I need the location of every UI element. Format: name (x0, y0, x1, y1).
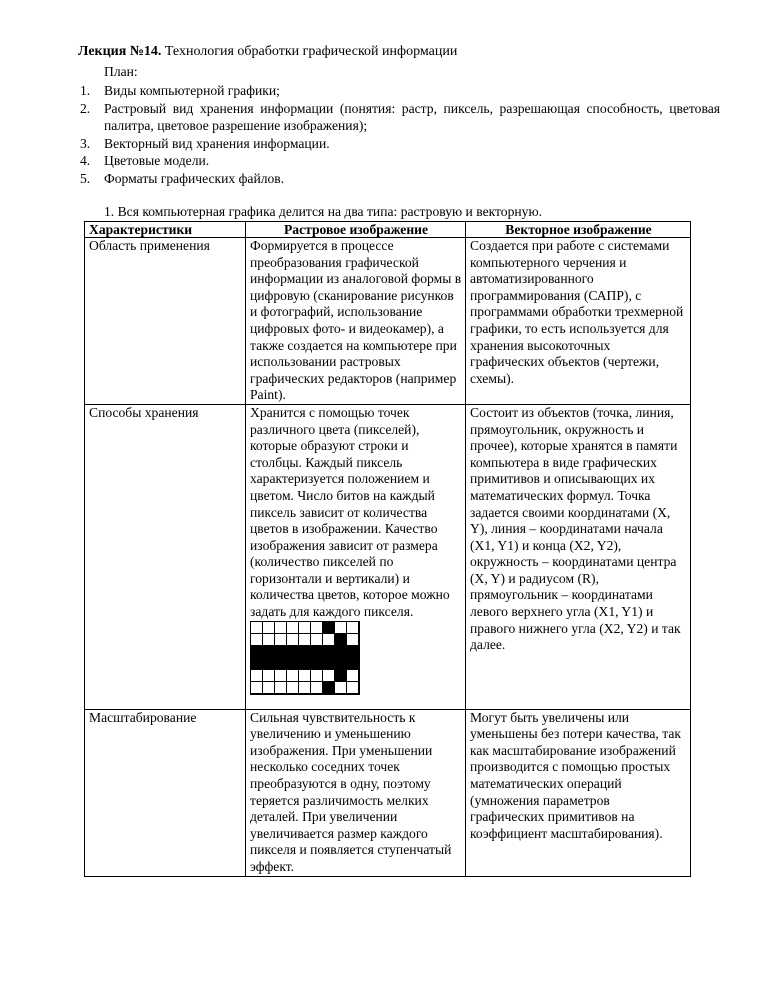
pixel-cell (311, 670, 323, 682)
plan-item (80, 152, 720, 170)
pixel-cell (347, 682, 359, 694)
row-raster-cell: Сильная чувствительность к увеличению и уменьшению изображения. При уменьшении несколько соседних точек преобразуются в одну, поэтому теряется различимость мелких деталей. При увеличении увеличивается размер каждого пикселя и появляется ступенчатый эффект. (246, 709, 466, 876)
pixel-cell (323, 658, 335, 670)
pixel-cell (335, 682, 347, 694)
plan-item (80, 100, 720, 135)
pixel-cell (347, 670, 359, 682)
row-raster-cell (246, 404, 466, 709)
pixel-cell (335, 622, 347, 634)
pixel-cell (323, 682, 335, 694)
row-vector-cell: Создается при работе с системами компьютерного черчения и автоматизированного программирования (САПР), с программами обработки трехмерной графики, то есть используется для хранения высокоточных графических объектов (чертежи, схемы). (466, 238, 691, 405)
lecture-title (78, 44, 457, 60)
table-row (85, 238, 691, 405)
pixel-cell (287, 646, 299, 658)
header-raster: Растровое изображение (246, 222, 466, 238)
pixel-cell (335, 634, 347, 646)
pixel-cell (275, 670, 287, 682)
row-raster-cell: Формируется в процессе преобразования графической информации из аналоговой формы в цифровую (сканирование рисунков и фотографий, использование цифровых фото- и видеокамер), а также создается на компьютере при использовании растровых графических редакторов (например Paint). (246, 238, 466, 405)
pixel-cell (311, 634, 323, 646)
pixel-cell (311, 682, 323, 694)
pixel-cell (251, 646, 263, 658)
pixel-cell (263, 670, 275, 682)
lecture-topic: Технология обработки графической информации (161, 44, 458, 59)
plan-item-text: Растровый вид хранения информации (понятия: растр, пиксель, разрешающая способность, цветовая палитра, цветовое разрешение изображения); (104, 100, 720, 133)
pixel-cell (263, 646, 275, 658)
pixel-cell (335, 658, 347, 670)
plan-item (80, 135, 720, 153)
pixel-cell (323, 670, 335, 682)
plan-list (80, 82, 720, 187)
row-vector-cell: Могут быть увеличены или уменьшены без потери качества, так как масштабирование изображений производится с помощью простых математических операций (умножения параметров графических примитивов на коэффициент масштабирования). (466, 709, 691, 876)
pixel-cell (299, 646, 311, 658)
pixel-cell (311, 622, 323, 634)
pixel-cell (251, 682, 263, 694)
pixel-cell (323, 634, 335, 646)
pixel-cell (311, 646, 323, 658)
plan-item-text: Виды компьютерной графики; (104, 83, 280, 98)
header-vector: Векторное изображение (466, 222, 691, 238)
pixel-cell (275, 634, 287, 646)
plan-item-number: 4. (80, 153, 91, 168)
table-header-row (85, 222, 691, 238)
plan-item-text: Цветовые модели. (104, 153, 210, 168)
pixel-cell (347, 634, 359, 646)
pixel-cell (251, 622, 263, 634)
pixel-cell (299, 658, 311, 670)
pixel-cell (335, 670, 347, 682)
pixel-cell (299, 622, 311, 634)
plan-item-number: 2. (80, 100, 91, 116)
pixel-cell (287, 634, 299, 646)
pixel-cell (251, 634, 263, 646)
plan-item-number: 1. (80, 83, 91, 98)
comparison-table (84, 221, 691, 877)
pixel-cell (347, 622, 359, 634)
pixel-cell (347, 658, 359, 670)
pixel-cell (323, 622, 335, 634)
plan-label: План: (104, 64, 138, 79)
pixel-cell (263, 622, 275, 634)
pixel-cell (287, 622, 299, 634)
lecture-number: Лекция №14. (78, 44, 162, 59)
pixel-cell (347, 646, 359, 658)
pixel-cell (263, 682, 275, 694)
pixel-cell (251, 670, 263, 682)
table-row (85, 404, 691, 709)
pixel-cell (287, 682, 299, 694)
pixel-cell (275, 622, 287, 634)
pixel-grid-illustration (250, 621, 360, 695)
row-characteristic: Способы хранения (85, 404, 246, 709)
row-characteristic: Область применения (85, 238, 246, 405)
pixel-cell (335, 646, 347, 658)
pixel-cell (275, 658, 287, 670)
plan-item-number: 3. (80, 135, 91, 151)
pixel-cell (263, 658, 275, 670)
pixel-cell (287, 670, 299, 682)
intro-paragraph: 1. Вся компьютерная графика делится на два типа: растровую и векторную. (104, 204, 543, 219)
pixel-cell (311, 658, 323, 670)
plan-item-number: 5. (80, 170, 91, 186)
row-characteristic: Масштабирование (85, 709, 246, 876)
pixel-cell (287, 658, 299, 670)
header-characteristics: Характеристики (85, 222, 246, 238)
pixel-cell (275, 682, 287, 694)
plan-item-text: Форматы графических файлов. (104, 170, 285, 186)
pixel-cell (299, 634, 311, 646)
pixel-cell (323, 646, 335, 658)
row-vector-cell: Состоит из объектов (точка, линия, прямоугольник, окружность и прочее), которые хранятся в памяти компьютера в виде графических примитивов и описывающих их математических формул. Точка задается своими координатами (X, Y), линия – координатами начала (X1, Y1) и конца (X2, Y2), окружность – координатами центра (X, Y) и радиусом (R), прямоугольник – координатами левого верхнего угла (X1, Y1) и правого нижнего угла (X2, Y2) и так далее. (466, 404, 691, 709)
raster-storage-text: Хранится с помощью точек различного цвета (пикселей), которые образуют строки и столбцы. Каждый пиксель характеризуется положением и цветом. Число битов на каждый пиксель зависит от количества цветов в изображении. Качество изображения зависит от размера (количество пикселей по горизонтали и вертикали) и количества цветов, которое можно задать для каждого пикселя. (250, 404, 450, 620)
table-row (85, 709, 691, 876)
pixel-cell (275, 646, 287, 658)
pixel-cell (251, 658, 263, 670)
plan-item (80, 170, 720, 188)
pixel-cell (299, 682, 311, 694)
pixel-cell (263, 634, 275, 646)
plan-item (80, 82, 720, 100)
pixel-cell (299, 670, 311, 682)
plan-item-text: Векторный вид хранения информации. (104, 135, 330, 151)
